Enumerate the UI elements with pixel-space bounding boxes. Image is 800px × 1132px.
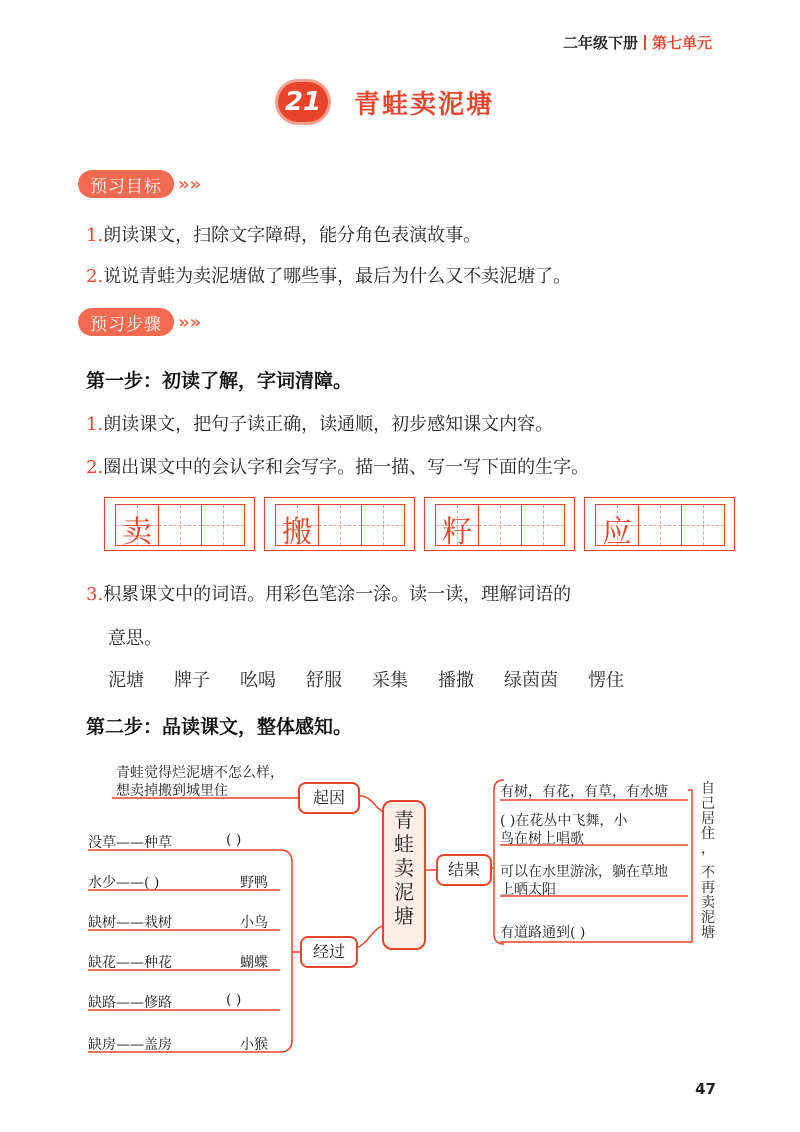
process-row-right: 小猴	[240, 1037, 268, 1053]
step1-item-3-cont: 意思。	[108, 628, 162, 649]
cause-text-2: 想卖掉搬到城里住	[116, 783, 228, 799]
step1-item-2: 2.圈出课文中的会认字和会写字。描一描、写一写下面的生字。	[86, 457, 590, 478]
process-row-left: 缺树——栽树	[88, 915, 172, 931]
grid-char: 籽	[442, 515, 472, 550]
result-item-3: 可以在水里游泳，躺在草地	[500, 864, 668, 880]
steps-tag: 预习步骤	[78, 308, 174, 336]
lesson-number-badge: 21	[278, 82, 328, 122]
vocab-word[interactable]: 绿茵茵	[504, 670, 558, 691]
double-chevron-icon: »»	[178, 173, 202, 195]
vocab-word[interactable]: 愣住	[588, 670, 624, 691]
vocab-word[interactable]: 牌子	[174, 670, 210, 691]
result-item-4[interactable]: 有道路通到( )	[500, 925, 586, 941]
vocab-word[interactable]: 采集	[372, 670, 408, 691]
goals-tag: 预习目标	[78, 170, 174, 198]
grid-char: 搬	[282, 515, 312, 550]
grid-char: 卖	[122, 515, 152, 550]
step1-item-3: 3.积累课文中的词语。用彩色笔涂一涂。读一读，理解词语的	[86, 584, 572, 605]
unit-label: 第七单元	[651, 34, 712, 52]
step1-title: 第一步：初读了解，字词清障。	[86, 370, 353, 392]
result-side-note-2: 不 再 卖 泥 塘	[701, 865, 715, 941]
process-row-right[interactable]: ( )	[226, 832, 242, 848]
page-number: 47	[695, 1080, 716, 1098]
double-chevron-icon: »»	[178, 311, 202, 333]
process-row-right: 小鸟	[240, 915, 268, 931]
result-node: 结果	[436, 854, 492, 886]
vocab-word[interactable]: 泥塘	[108, 670, 144, 691]
process-row-right: 野鸭	[240, 875, 268, 891]
process-row-left: 缺房——盖房	[88, 1037, 172, 1053]
lesson-title: 青蛙卖泥塘	[354, 89, 495, 120]
grid-char: 应	[602, 515, 632, 550]
grade-label: 二年级下册	[562, 34, 638, 52]
result-item-2-cont: 鸟在树上唱歌	[500, 831, 584, 847]
process-node: 经过	[300, 936, 358, 968]
step2-title: 第二步：品读课文，整体感知。	[86, 716, 353, 738]
goal-item-2: 2.说说青蛙为卖泥塘做了哪些事，最后为什么又不卖泥塘了。	[86, 266, 572, 287]
result-item-1: 有树，有花，有草，有水塘	[500, 784, 668, 800]
step1-item-1: 1.朗读课文，把句子读正确，读通顺，初步感知课文内容。	[86, 414, 554, 435]
cause-node: 起因	[298, 782, 360, 814]
process-row-left: 缺路——修路	[88, 995, 172, 1011]
result-item-2[interactable]: ( )在花丛中飞舞，小	[500, 813, 628, 829]
process-row-left: 没草——种草	[88, 835, 172, 851]
vocab-word[interactable]: 舒服	[306, 670, 342, 691]
process-row-left[interactable]: 水少——( )	[88, 875, 160, 891]
vocab-word[interactable]: 播撒	[438, 670, 474, 691]
result-side-note-1: 自 己 居 住 ，	[701, 781, 715, 857]
process-row-left: 缺花——种花	[88, 955, 172, 971]
process-row-right[interactable]: ( )	[226, 992, 242, 1008]
goal-item-1: 1.朗读课文，扫除文字障碍，能分角色表演故事。	[86, 225, 482, 246]
center-node: 青 蛙 卖 泥 塘	[382, 800, 426, 950]
cause-text-1: 青蛙觉得烂泥塘不怎么样，	[116, 765, 284, 781]
process-row-right: 蝴蝶	[240, 955, 268, 971]
result-item-3-cont: 上晒太阳	[500, 882, 556, 898]
vocab-word[interactable]: 吆喝	[240, 670, 276, 691]
